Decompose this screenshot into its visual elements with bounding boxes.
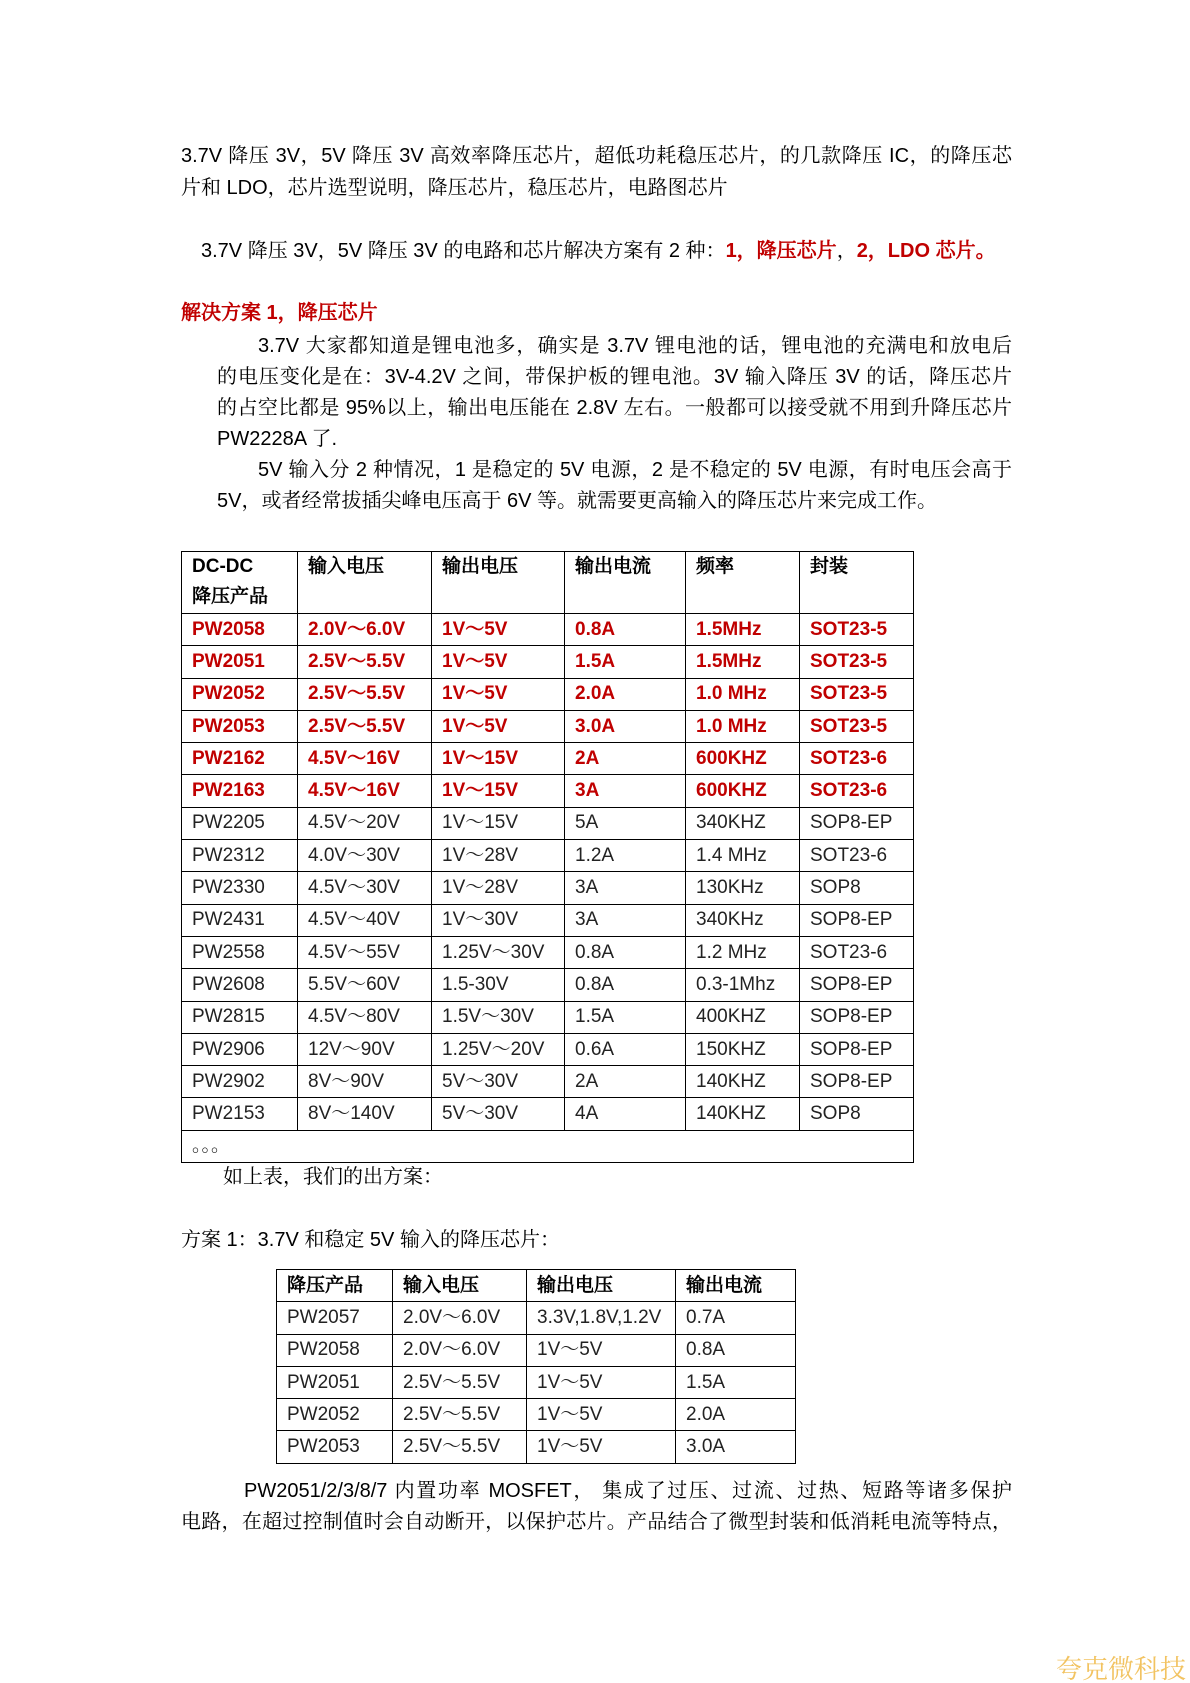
table-cell: PW2163 xyxy=(182,775,298,807)
table-row xyxy=(182,1098,914,1130)
scheme-title: 方案 1：3.7V 和稳定 5V 输入的降压芯片： xyxy=(181,1229,560,1251)
table-cell: PW2051 xyxy=(277,1366,393,1398)
table-cell: 2.5V～5.5V xyxy=(393,1366,527,1398)
column-header-line: 降压产品 xyxy=(192,586,269,607)
table-header-row xyxy=(182,552,914,614)
table-cell: PW2431 xyxy=(182,904,298,936)
table-cell: 340KHz xyxy=(686,904,800,936)
intro-line: 片和 LDO，芯片选型说明，降压芯片，稳压芯片，电路图芯片 xyxy=(181,177,728,199)
table-cell: 1.5MHz xyxy=(686,614,800,646)
table-cell: 0.8A xyxy=(565,936,686,968)
table-footer-ellipsis: 。。。 xyxy=(182,1130,914,1162)
table-cell: PW2153 xyxy=(182,1098,298,1130)
table-cell: 1V～5V xyxy=(527,1334,676,1366)
table-followup-text: 如上表，我们的出方案： xyxy=(223,1166,443,1188)
table-cell: 1V～30V xyxy=(432,904,565,936)
table-cell: PW2053 xyxy=(277,1431,393,1463)
table-cell: 12V～90V xyxy=(298,1033,432,1065)
table-cell: 3A xyxy=(565,904,686,936)
table-cell: 4.5V～55V xyxy=(298,936,432,968)
table-cell: 1V～5V xyxy=(527,1366,676,1398)
table-cell: 4.5V～80V xyxy=(298,1001,432,1033)
table-cell: 400KHZ xyxy=(686,1001,800,1033)
table-cell: 1.25V～20V xyxy=(432,1033,565,1065)
table-cell: SOT23-6 xyxy=(800,743,914,775)
table-cell: PW2051 xyxy=(182,646,298,678)
table-cell: PW2608 xyxy=(182,969,298,1001)
table-cell: 3A xyxy=(565,775,686,807)
table-cell: 4.5V～20V xyxy=(298,807,432,839)
table-body xyxy=(182,614,914,1163)
table-cell: PW2052 xyxy=(182,678,298,710)
table-cell: 1V～15V xyxy=(432,743,565,775)
table-cell: 4A xyxy=(565,1098,686,1130)
table-cell: 1V～5V xyxy=(527,1399,676,1431)
table-cell: 2.5V～5.5V xyxy=(298,678,432,710)
paragraph-line: 的电压变化是在：3V-4.2V 之间，带保护板的锂电池。3V 输入降压 3V 的话，降压芯片 xyxy=(217,366,1012,388)
table-row xyxy=(277,1399,796,1431)
table-cell: 1.2A xyxy=(565,840,686,872)
table-row xyxy=(277,1334,796,1366)
table-cell: 340KHZ xyxy=(686,807,800,839)
table-cell: 600KHZ xyxy=(686,775,800,807)
table-cell: 1V～5V xyxy=(527,1431,676,1463)
table-cell: 1.5A xyxy=(565,646,686,678)
table-cell: 3.0A xyxy=(565,710,686,742)
table-cell: 3A xyxy=(565,872,686,904)
column-header xyxy=(565,552,686,614)
column-header xyxy=(432,552,565,614)
table-cell: 2.5V～5.5V xyxy=(298,710,432,742)
table-cell: 8V～90V xyxy=(298,1066,432,1098)
table-row-highlighted xyxy=(182,678,914,710)
solution-option-1: 1，降压芯片 xyxy=(725,240,837,262)
table-cell: 1.2 MHz xyxy=(686,936,800,968)
table-row xyxy=(182,840,914,872)
table-cell: SOP8 xyxy=(800,1098,914,1130)
table-cell: 1V～5V xyxy=(432,614,565,646)
table-cell: SOT23-5 xyxy=(800,614,914,646)
table-cell: 140KHZ xyxy=(686,1066,800,1098)
table-header-row xyxy=(277,1270,796,1302)
column-header xyxy=(800,552,914,614)
table-cell: PW2057 xyxy=(277,1302,393,1334)
table-row xyxy=(277,1431,796,1463)
paragraph-line: PW2051/2/3/8/7 内置功率 MOSFET， 集成了过压、过流、过热、短路等诸多保护 xyxy=(244,1480,1012,1502)
table-head xyxy=(182,552,914,614)
table-row-highlighted xyxy=(182,710,914,742)
table-cell: SOT23-5 xyxy=(800,710,914,742)
table-cell: 4.5V～40V xyxy=(298,904,432,936)
table-cell: PW2330 xyxy=(182,872,298,904)
paragraph-line: 5V，或者经常拔插尖峰电压高于 6V 等。就需要更高输入的降压芯片来完成工作。 xyxy=(217,490,938,512)
table-row xyxy=(182,872,914,904)
table-cell: PW2312 xyxy=(182,840,298,872)
table-cell: 1V～28V xyxy=(432,840,565,872)
column-header: 输入电压 xyxy=(393,1270,527,1302)
column-header-line: 频率 xyxy=(696,556,735,577)
table-cell: PW2906 xyxy=(182,1033,298,1065)
table-cell: 3.0A xyxy=(676,1431,796,1463)
table-cell: SOP8-EP xyxy=(800,1066,914,1098)
table-cell: 1.5MHz xyxy=(686,646,800,678)
table-row xyxy=(182,1001,914,1033)
solution-option-2: 2，LDO 芯片。 xyxy=(856,240,996,262)
table-cell: 5.5V～60V xyxy=(298,969,432,1001)
table-cell: 1.5-30V xyxy=(432,969,565,1001)
table-cell: 2A xyxy=(565,743,686,775)
table-cell: 600KHZ xyxy=(686,743,800,775)
table-cell: 2.0A xyxy=(676,1399,796,1431)
table-row-highlighted xyxy=(182,743,914,775)
table-cell: 5V～30V xyxy=(432,1066,565,1098)
table-cell: 4.5V～16V xyxy=(298,775,432,807)
column-header: 输出电压 xyxy=(527,1270,676,1302)
table-row xyxy=(182,904,914,936)
table-cell: SOT23-5 xyxy=(800,678,914,710)
table-row xyxy=(182,1033,914,1065)
table-cell: 5A xyxy=(565,807,686,839)
scheme1-chip-table xyxy=(276,1269,796,1464)
column-header: 输出电流 xyxy=(676,1270,796,1302)
solutions-summary xyxy=(201,235,996,267)
table-row xyxy=(277,1366,796,1398)
table-cell: 1.5V～30V xyxy=(432,1001,565,1033)
table-cell: 1.25V～30V xyxy=(432,936,565,968)
table-cell: SOP8-EP xyxy=(800,807,914,839)
table-cell: 0.8A xyxy=(565,614,686,646)
table-cell: 0.7A xyxy=(676,1302,796,1334)
solutions-lead: 3.7V 降压 3V，5V 降压 3V 的电路和芯片解决方案有 2 种： xyxy=(201,240,726,262)
table-cell: PW2053 xyxy=(182,710,298,742)
table-row xyxy=(182,807,914,839)
column-header-line: 输入电压 xyxy=(308,556,385,577)
watermark-text: 夸克微科技 xyxy=(1055,1654,1186,1683)
paragraph-line: 5V 输入分 2 种情况，1 是稳定的 5V 电源，2 是不稳定的 5V 电源，有时电压会高于 xyxy=(258,459,1012,481)
table-row-highlighted xyxy=(182,646,914,678)
table-cell: 1V～5V xyxy=(432,710,565,742)
table-cell: 0.3-1Mhz xyxy=(686,969,800,1001)
table-cell: 1V～15V xyxy=(432,807,565,839)
table-cell: 1.0 MHz xyxy=(686,710,800,742)
table-cell: PW2205 xyxy=(182,807,298,839)
column-header-line: DC-DC xyxy=(192,556,254,577)
table-cell: 5V～30V xyxy=(432,1098,565,1130)
solutions-separator: ， xyxy=(836,240,857,262)
table-cell: 2.0V～6.0V xyxy=(393,1334,527,1366)
table-cell: PW2558 xyxy=(182,936,298,968)
column-header-line: 输出电流 xyxy=(575,556,652,577)
table-cell: 4.5V～16V xyxy=(298,743,432,775)
table-cell: 2.5V～5.5V xyxy=(393,1399,527,1431)
table-cell: 8V～140V xyxy=(298,1098,432,1130)
table-cell: 1.5A xyxy=(676,1366,796,1398)
table-row xyxy=(182,1066,914,1098)
table-cell: 2.0V～6.0V xyxy=(298,614,432,646)
table-cell: 1.0 MHz xyxy=(686,678,800,710)
table-cell: 1V～15V xyxy=(432,775,565,807)
paragraph-line: 3.7V 大家都知道是锂电池多，确实是 3.7V 锂电池的话，锂电池的充满电和放电后 xyxy=(258,335,1012,357)
table-cell: 140KHZ xyxy=(686,1098,800,1130)
column-header xyxy=(686,552,800,614)
table-cell: PW2815 xyxy=(182,1001,298,1033)
table-cell: 0.8A xyxy=(676,1334,796,1366)
table-cell: PW2058 xyxy=(277,1334,393,1366)
table-cell: SOT23-5 xyxy=(800,646,914,678)
table-cell: 4.0V～30V xyxy=(298,840,432,872)
table-cell: 4.5V～30V xyxy=(298,872,432,904)
table-cell: 150KHZ xyxy=(686,1033,800,1065)
table-cell: SOT23-6 xyxy=(800,840,914,872)
table-cell: 1.5A xyxy=(565,1001,686,1033)
table-cell: 2.5V～5.5V xyxy=(393,1431,527,1463)
table-cell: 1V～28V xyxy=(432,872,565,904)
table-cell: SOP8 xyxy=(800,872,914,904)
buck-converter-selection-table xyxy=(181,551,914,1163)
table-head xyxy=(277,1270,796,1302)
paragraph-line: 的占空比都是 95%以上，输出电压能在 2.8V 左右。一般都可以接受就不用到升降压芯片 xyxy=(217,397,1012,419)
table-cell: SOP8-EP xyxy=(800,1033,914,1065)
column-header-line: 封装 xyxy=(810,556,849,577)
table-cell: 2.5V～5.5V xyxy=(298,646,432,678)
table-cell: 1V～5V xyxy=(432,646,565,678)
table-cell: 2A xyxy=(565,1066,686,1098)
table-cell: 1V～5V xyxy=(432,678,565,710)
intro-line: 3.7V 降压 3V，5V 降压 3V 高效率降压芯片，超低功耗稳压芯片，的几款降压 IC，的降压芯 xyxy=(181,145,1012,167)
table-cell: 1.4 MHz xyxy=(686,840,800,872)
table-row-highlighted xyxy=(182,614,914,646)
table-cell: 3.3V,1.8V,1.2V xyxy=(527,1302,676,1334)
table-cell: SOP8-EP xyxy=(800,904,914,936)
table-cell: PW2162 xyxy=(182,743,298,775)
table-cell: 0.8A xyxy=(565,969,686,1001)
paragraph-line: PW2228A 了. xyxy=(217,428,338,450)
column-header-line: 输出电压 xyxy=(442,556,519,577)
table-row xyxy=(277,1302,796,1334)
table-row xyxy=(182,936,914,968)
column-header xyxy=(298,552,432,614)
section-heading: 解决方案 1，降压芯片 xyxy=(181,302,378,324)
table-row-highlighted xyxy=(182,775,914,807)
table-cell: 2.0A xyxy=(565,678,686,710)
table-cell: 0.6A xyxy=(565,1033,686,1065)
table-cell: PW2052 xyxy=(277,1399,393,1431)
column-header xyxy=(182,552,298,614)
table-body xyxy=(277,1302,796,1463)
table-cell: SOT23-6 xyxy=(800,936,914,968)
paragraph-line: 电路，在超过控制值时会自动断开，以保护芯片。产品结合了微型封装和低消耗电流等特点， xyxy=(181,1511,1012,1533)
table-footer-row xyxy=(182,1130,914,1162)
table-cell: 130KHz xyxy=(686,872,800,904)
column-header: 降压产品 xyxy=(277,1270,393,1302)
table-cell: PW2902 xyxy=(182,1066,298,1098)
table-row xyxy=(182,969,914,1001)
table-cell: PW2058 xyxy=(182,614,298,646)
table-cell: SOP8-EP xyxy=(800,1001,914,1033)
table-cell: 2.0V～6.0V xyxy=(393,1302,527,1334)
table-cell: SOT23-6 xyxy=(800,775,914,807)
table-cell: SOP8-EP xyxy=(800,969,914,1001)
